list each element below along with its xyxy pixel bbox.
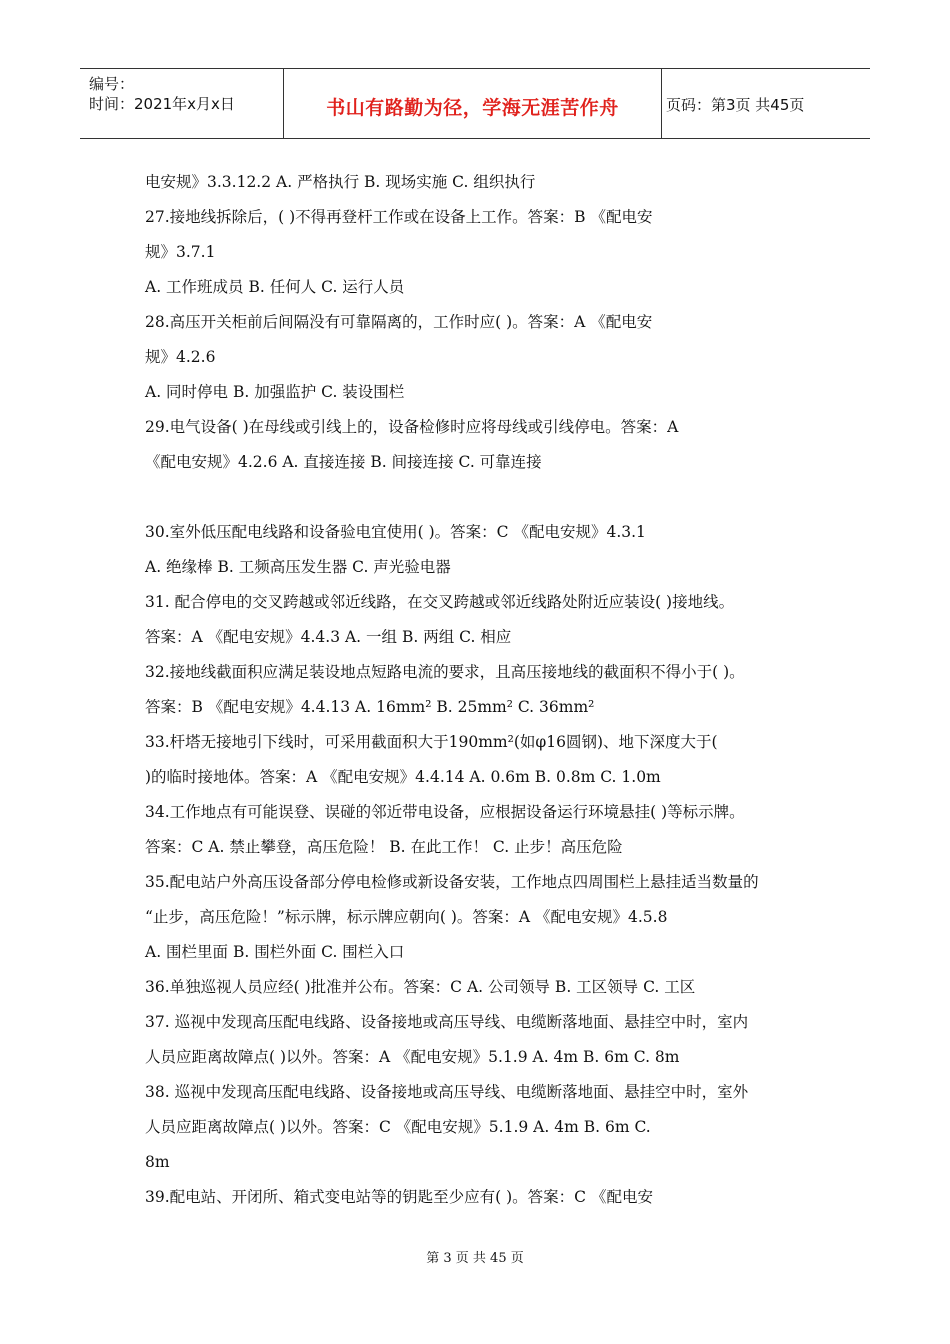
text-line: 35.配电站户外高压设备部分停电检修或新设备安装，工作地点四周围栏上悬挂适当数量的	[145, 873, 759, 891]
header-motto: 书山有路勤为径，学海无涯苦作舟	[326, 97, 619, 119]
document-date: 时间：2021年x月x日	[89, 95, 235, 113]
text-line: 29.电气设备( )在母线或引线上的，设备检修时应将母线或引线停电。答案：A	[145, 418, 679, 436]
text-line: 人员应距离故障点( )以外。答案：C 《配电安规》5.1.9 A. 4m B. 6m C.	[145, 1118, 651, 1136]
text-line: 人员应距离故障点( )以外。答案：A 《配电安规》5.1.9 A. 4m B. 6m C. 8m	[145, 1048, 680, 1066]
text-line: 答案：B 《配电安规》4.4.13 A. 16mm² B. 25mm² C. 36mm²	[145, 698, 595, 716]
text-line: 8m	[145, 1153, 170, 1171]
document-number-label: 编号：	[89, 75, 135, 93]
text-line: “止步，高压危险！”标示牌，标示牌应朝向( )。答案：A 《配电安规》4.5.8	[145, 908, 668, 926]
text-line: 《配电安规》4.2.6 A. 直接连接 B. 间接连接 C. 可靠连接	[145, 453, 542, 471]
text-line: A. 工作班成员 B. 任何人 C. 运行人员	[145, 278, 405, 296]
text-line: 31. 配合停电的交叉跨越或邻近线路，在交叉跨越或邻近线路处附近应装设( )接地线。	[145, 593, 735, 611]
text-line: 30.室外低压配电线路和设备验电宜使用( )。答案：C 《配电安规》4.3.1	[145, 523, 646, 541]
text-line: A. 绝缘棒 B. 工频高压发生器 C. 声光验电器	[145, 558, 451, 576]
text-line: A. 同时停电 B. 加强监护 C. 装设围栏	[145, 383, 405, 401]
text-line: 电安规》3.3.12.2 A. 严格执行 B. 现场实施 C. 组织执行	[145, 173, 536, 191]
text-line: 32.接地线截面积应满足装设地点短路电流的要求，且高压接地线的截面积不得小于( )。	[145, 663, 745, 681]
header-page-cell	[660, 69, 870, 138]
text-line: 规》4.2.6	[145, 348, 216, 366]
text-line: 34.工作地点有可能误登、误碰的邻近带电设备，应根据设备运行环境悬挂( )等标示牌。	[145, 803, 745, 821]
text-line: 39.配电站、开闭所、箱式变电站等的钥匙至少应有( )。答案：C 《配电安	[145, 1188, 653, 1206]
text-line: 28.高压开关柜前后间隔没有可靠隔离的，工作时应( )。答案：A 《配电安	[145, 313, 653, 331]
text-line: 37. 巡视中发现高压配电线路、设备接地或高压导线、电缆断落地面、悬挂空中时，室内	[145, 1013, 749, 1031]
header-page-info: 页码：第3页 共45页	[666, 96, 805, 114]
text-line: 规》3.7.1	[145, 243, 216, 261]
text-line: A. 围栏里面 B. 围栏外面 C. 围栏入口	[145, 943, 405, 961]
page-footer: 第 3 页 共 45 页	[426, 1251, 524, 1266]
text-line: 33.杆塔无接地引下线时，可采用截面积大于190mm²(如φ16圆钢)、地下深度大于(	[145, 733, 718, 751]
text-line: 答案：C A. 禁止攀登，高压危险！ B. 在此工作！ C. 止步！高压危险	[145, 838, 623, 856]
text-line: )的临时接地体。答案：A 《配电安规》4.4.14 A. 0.6m B. 0.8m C. 1.0m	[145, 768, 661, 786]
header-motto-cell	[283, 69, 662, 138]
text-line: 36.单独巡视人员应经( )批准并公布。答案：C A. 公司领导 B. 工区领导 C. 工区	[145, 978, 696, 996]
text-line: 27.接地线拆除后，( )不得再登杆工作或在设备上工作。答案：B 《配电安	[145, 208, 653, 226]
text-line: 答案：A 《配电安规》4.4.3 A. 一组 B. 两组 C. 相应	[145, 628, 512, 646]
text-line: 38. 巡视中发现高压配电线路、设备接地或高压导线、电缆断落地面、悬挂空中时，室外	[145, 1083, 749, 1101]
page-header	[80, 68, 870, 139]
header-meta	[80, 69, 283, 138]
